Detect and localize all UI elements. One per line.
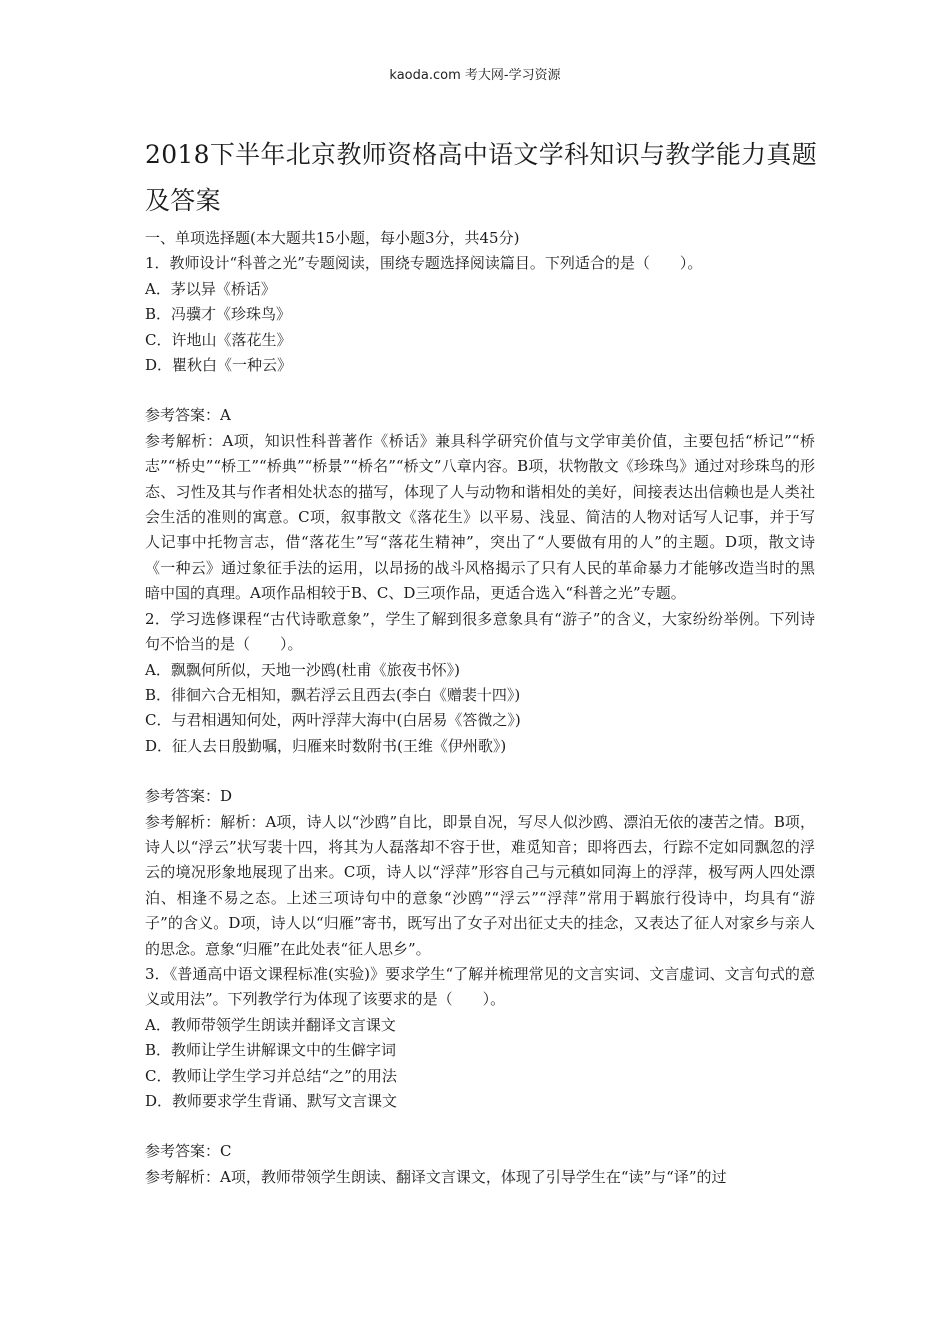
section-heading: 一、单项选择题(本大题共15小题，每小题3分，共45分) [145, 229, 520, 247]
option-b: B．教师让学生讲解课文中的生僻字词 [145, 1041, 397, 1060]
option-b: B．徘徊六合无相知，飘若浮云且西去(李白《赠裴十四》) [145, 685, 521, 704]
option-a: A．茅以异《桥话》 [145, 279, 276, 298]
option-d: D．教师要求学生背诵、默写文言课文 [145, 1092, 398, 1110]
option-a: A．教师带领学生朗读并翻译文言课文 [145, 1015, 396, 1034]
page-title: 2018下半年北京教师资格高中语文学科知识与教学能力真题及答案 [145, 140, 818, 215]
question-block [145, 251, 815, 606]
question-stem: 2．学习选修课程“古代诗歌意象”，学生了解到很多意象具有“游子”的含义，大家纷纷举例。下列诗句不恰当的是（ ）。 [145, 609, 815, 654]
analysis: 参考解析：A项，教师带领学生朗读、翻译文言课文，体现了引导学生在“读”与“译”的过 [145, 1167, 727, 1186]
option-c: C．与君相遇知何处，两叶浮萍大海中(白居易《答微之》) [145, 711, 521, 730]
question-stem: 3．《普通高中语文课程标准(实验)》要求学生“了解并梳理常见的文言实词、文言虚词、文言句式的意义或用法”。下列教学行为体现了该要求的是（ ）。 [145, 964, 815, 1009]
option-b: B．冯骥才《珍珠鸟》 [145, 305, 292, 324]
answer: 参考答案：C [145, 1142, 232, 1161]
page-header: kaoda.com 考大网-学习资源 [389, 68, 561, 83]
spacer [145, 759, 815, 784]
option-d: D．征人去日殷勤嘱，归雁来时数附书(王维《伊州歌》) [145, 736, 507, 755]
spacer [145, 378, 815, 403]
document-body [145, 226, 815, 1190]
option-d: D．瞿秋白《一种云》 [145, 356, 293, 375]
analysis: 参考解析：解析：A项，诗人以“沙鸥”自比，即景自况，写尽人似沙鸥、漂泊无依的凄苦之情。B项，诗人以“浮云”状写裴十四，将其为人磊落却不容于世，难觅知音；即将西去，行踪不定如同飘忽的浮云的境况形象地展现了出来。C项，诗人以“浮萍”形容自己与元稹如同海上的浮萍，极写两人四处漂泊、相逢不易之态。上述三项诗句中的意象“沙鸥”“浮云”“浮萍”常用于羁旅行役诗中，均具有“游子”的含义。D项，诗人以“归雁”寄书，既写出了女子对出征丈夫的挂念，又表达了征人对家乡与亲人的思念。意象“归雁”在此处表“征人思乡”。 [145, 812, 815, 958]
option-c: C．许地山《落花生》 [145, 330, 292, 349]
option-c: C．教师让学生学习并总结“之”的用法 [145, 1066, 397, 1085]
answer: 参考答案：D [145, 787, 233, 806]
question-block [145, 962, 815, 1190]
option-a: A．飘飘何所似，天地一沙鸥(杜甫《旅夜书怀》) [145, 660, 461, 679]
answer: 参考答案：A [145, 406, 231, 425]
spacer [145, 1114, 815, 1139]
question-block [145, 607, 815, 962]
analysis: 参考解析：A项，知识性科普著作《桥话》兼具科学研究价值与文学审美价值，主要包括“桥记”“桥志”“桥史”“桥工”“桥典”“桥景”“桥名”“桥文”八章内容。B项，状物散文《珍珠鸟》通过对珍珠鸟的形态、习性及其与作者相处状态的描写，体现了人与动物和谐相处的美好，间接表达出信赖也是人类社会生活的准则的寓意。C项，叙事散文《落花生》以平易、浅显、简洁的人物对话写人记事，并于写人记事中托物言志，借“落花生”写“落花生精神”，突出了“人要做有用的人”的主题。D项，散文诗《一种云》通过象征手法的运用，以昂扬的战斗风格揭示了只有人民的革命暴力才能够改造当时的黑暗中国的真理。A项作品相较于B、C、D三项作品，更适合选入“科普之光”专题。 [145, 431, 815, 603]
question-stem: 1．教师设计“科普之光”专题阅读，围绕专题选择阅读篇目。下列适合的是（ ）。 [145, 254, 703, 273]
